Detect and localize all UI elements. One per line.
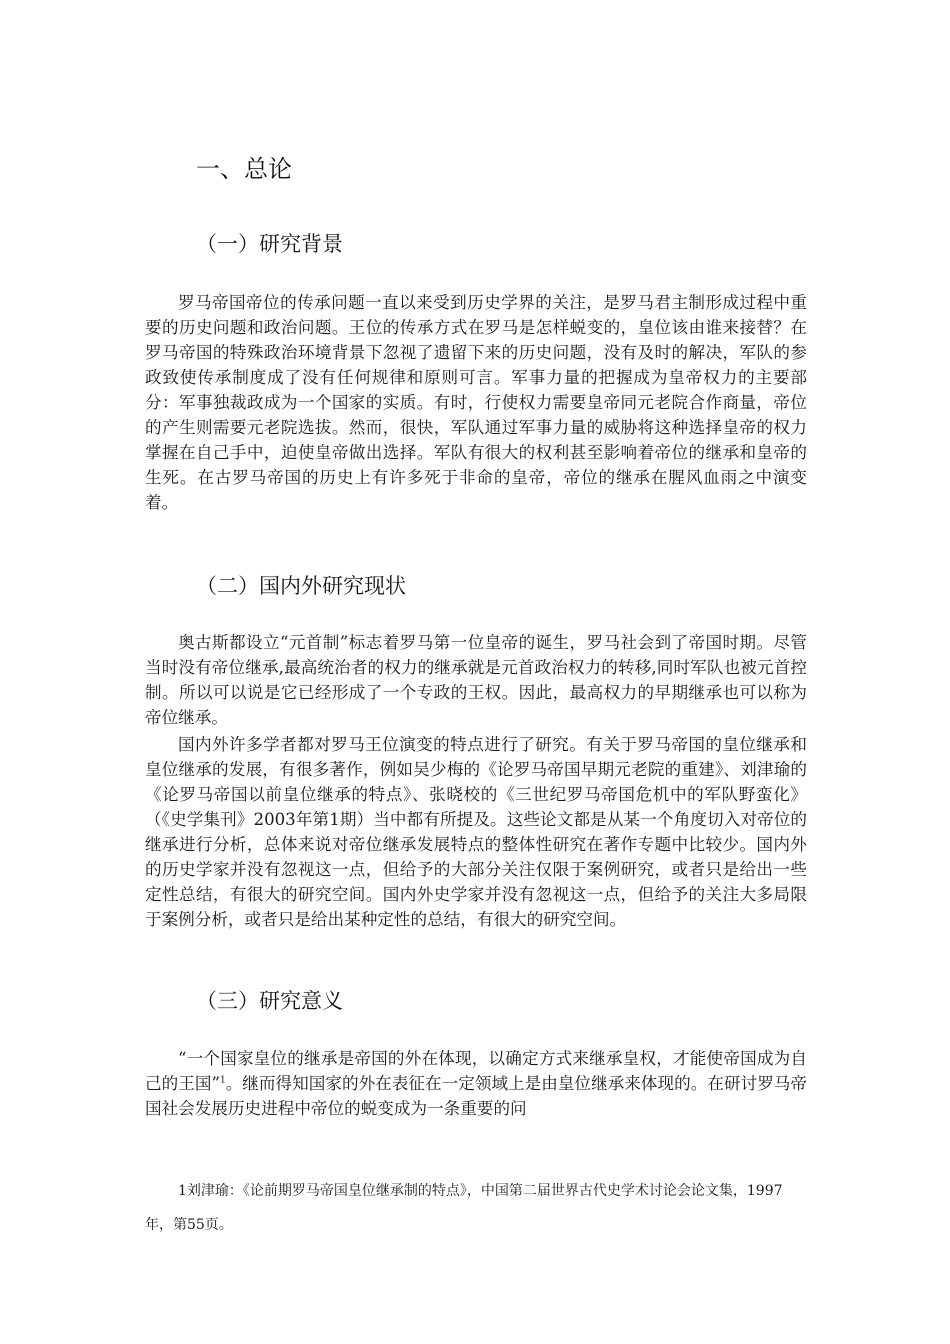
paragraph-research-status-2: 国内外许多学者都对罗马王位演变的特点进行了研究。有关于罗马帝国的皇位继承和皇位继承的发展，有很多著作，例如吴少梅的《论罗马帝国早期元老院的重建》、刘津瑜的《论罗马帝国以前皇位继承的特点》、张晓校的《三世纪罗马帝国危机中的军队野蛮化》（《史学集刊》2003年第1期）当中都有所提及。这些论文都是从某一个角度切入对帝位的继承进行分析，总体来说对帝位继承发展特点的整体性研究在著作专题中比较少。国内外的历史学家并没有忽视这一点，但给予的大部分关注仅限于案例研究，或者只是给出一些定性总结，有很大的研究空间。国内外史学家并没有忽视这一点，但给予的关注大多局限于案例分析，或者只是给出某种定性的总结，有很大的研究空间。 <box>145 735 807 929</box>
section-heading-significance: （三）研究意义 <box>196 989 343 1013</box>
section-heading-research-status: （二）国内外研究现状 <box>196 574 406 598</box>
paragraph-research-status-1: 奥古斯都设立“元首制”标志着罗马第一位皇帝的诞生，罗马社会到了帝国时期。尽管当时没有帝位继承,最高统治者的权力的继承就是元首政治权力的转移,同时军队也被元首控制。所以可以说是它已经形成了一个专政的王权。因此，最高权力的早期继承也可以称为帝位继承。 <box>145 633 807 727</box>
footnote: 1刘津瑜：《论前期罗马帝国皇位继承制的特点》，中国第二届世界古代史学术讨论会论文集，1997年，第55页。 <box>145 1183 783 1233</box>
paragraph-significance <box>145 1046 807 1121</box>
significance-continuation-text: 。继而得知国家的外在表征在一定领域上是由皇位继承来体现的。在研讨罗马帝国社会发展历史进程中帝位的蜕变成为一条重要的问 <box>145 1074 808 1118</box>
section-heading-background: （一）研究背景 <box>196 232 343 256</box>
chapter-heading: 一、总论 <box>196 155 292 183</box>
significance-quote-text: “一个国家皇位的继承是帝国的外在体现，以确定方式来继承皇权，才能使帝国成为自己的王国” <box>145 1049 807 1093</box>
paragraph-background: 罗马帝国帝位的传承问题一直以来受到历史学界的关注，是罗马君主制形成过程中重要的历史问题和政治问题。王位的传承方式在罗马是怎样蜕变的，皇位该由谁来接替？在罗马帝国的特殊政治环境背景下忽视了遗留下来的历史问题，没有及时的解决，军队的参政致使传承制度成了没有任何规律和原则可言。军事力量的把握成为皇帝权力的主要部分：军事独裁政成为一个国家的实质。有时，行使权力需要皇帝同元老院合作商量，帝位的产生则需要元老院选拔。然而，很快，军队通过军事力量的威胁将这种选择皇帝的权力掌握在自己手中，迫使皇帝做出选择。军队有很大的权利甚至影响着帝位的继承和皇帝的生死。在古罗马帝国的历史上有许多死于非命的皇帝，帝位的继承在腥风血雨之中演变着。 <box>145 293 807 512</box>
footnote-reference[interactable]: 1 <box>219 1075 226 1086</box>
